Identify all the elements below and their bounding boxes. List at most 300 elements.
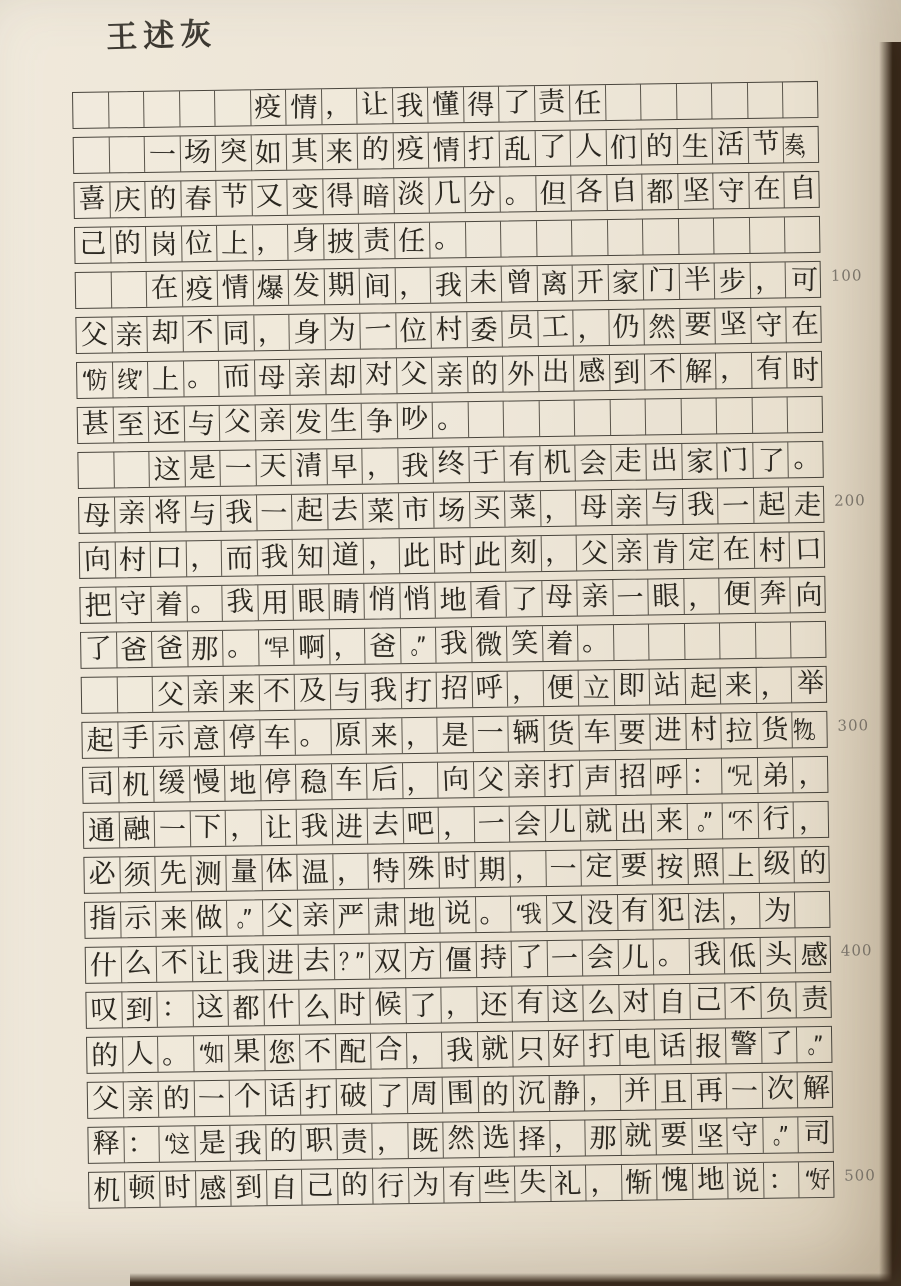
grid-cell [404,853,440,889]
grid-cell [692,1118,728,1154]
grid-cell [536,176,572,212]
grid-cell [679,218,715,254]
handwritten-char: 僵 [444,945,473,977]
grid-cell [190,766,226,802]
grid-cell [690,983,726,1019]
handwritten-char: 什 [267,991,296,1024]
handwritten-char: 母 [545,581,574,613]
essay-row [74,216,820,264]
handwritten-char: 持 [480,942,508,974]
handwritten-char: 说 [731,1165,760,1198]
handwritten-char: 爸 [120,634,148,667]
handwritten-char: 村 [118,544,147,577]
handwritten-char: 场 [184,137,212,169]
handwritten-char: 即 [618,670,646,702]
essay-row [79,531,825,579]
grid-cell [222,540,258,576]
grid-cell [290,359,326,395]
handwritten-char: 然 [447,1123,475,1155]
handwritten-char: 么 [125,948,153,980]
handwritten-char: 工 [541,311,570,344]
handwritten-char: 得 [467,89,495,122]
grid-cell [296,764,332,800]
grid-cell [403,808,439,844]
grid-cell [499,86,535,122]
grid-cell [610,400,646,436]
grid-cell [538,311,574,347]
handwritten-char: 走 [793,489,822,522]
handwritten-char: 母 [258,362,286,395]
handwritten-char: 级 [763,848,791,880]
grid-cell [465,177,501,213]
handwritten-char: 来 [370,721,398,753]
handwritten-char: “如 [198,1039,221,1068]
handwritten-char: 有 [754,353,784,386]
grid-cell [606,85,642,121]
handwritten-char: 举 [796,668,824,700]
grid-cell [713,128,749,164]
handwritten-char: 父 [90,1082,120,1116]
grid-cell [432,357,468,393]
handwritten-char: 到 [125,994,154,1027]
handwritten-char: 犯 [656,894,685,927]
handwritten-char: 机 [92,1175,121,1207]
handwritten-char: 一 [158,814,186,846]
handwritten-char: 向 [441,763,470,796]
grid-cell [549,1076,585,1112]
handwritten-char: 就 [584,805,613,838]
handwritten-char: 么 [587,987,615,1020]
grid-cell [505,491,541,527]
handwritten-char: 亲 [301,899,330,933]
handwritten-char: 一 [224,453,252,485]
handwritten-char: 刻 [509,537,537,569]
grid-cell [586,1165,622,1201]
handwritten-char: 来 [724,669,753,702]
grid-cell [677,128,713,164]
grid-cell [218,270,254,306]
handwritten-char: 缓 [157,767,186,799]
grid-cell [217,225,253,261]
handwritten-char: 员 [506,312,534,344]
grid-cell [117,677,153,713]
grid-cell [190,811,226,847]
grid-cell [752,352,788,388]
handwritten-char: 责 [340,1126,369,1159]
handwritten-char: 进 [266,947,295,980]
grid-cell [298,899,334,935]
handwritten-char: 。” [772,1121,785,1150]
grid-cell [621,1119,657,1155]
handwritten-char: 笑 [510,627,539,660]
grid-cell [328,494,364,530]
grid-cell [220,405,256,441]
handwritten-char: 一 [550,943,579,976]
grid-cell [224,675,260,711]
handwritten-char: 严 [337,901,366,934]
grid-cell [221,495,257,531]
grid-cell [677,84,713,120]
handwritten-char: 辆 [511,716,541,750]
handwritten-char: 了 [84,632,113,666]
handwritten-char: 。 [299,720,327,752]
handwritten-char: 地 [228,768,257,800]
grid-cell [265,1080,301,1116]
grid-cell [288,224,324,260]
grid-cell [299,989,335,1025]
grid-cell [614,669,650,705]
grid-cell [535,86,571,122]
grid-cell [294,629,330,665]
handwritten-char: 我 [439,627,468,661]
handwritten-char: ， [257,316,286,349]
grid-cell [748,82,784,118]
handwritten-char: 要 [659,1119,689,1152]
grid-cell [122,992,158,1028]
handwritten-char: 。 [503,177,533,210]
handwritten-char: 自 [658,986,686,1019]
grid-cell [550,1120,586,1156]
handwritten-char: 有 [621,895,649,927]
handwritten-char: 懂 [431,88,460,122]
handwritten-char: 货 [547,718,576,751]
handwritten-char: 父 [580,537,609,570]
handwritten-char: 好 [552,1031,580,1063]
grid-cell [226,855,262,891]
grid-cell [362,403,398,439]
grid-cell [112,317,148,353]
grid-cell [323,179,359,215]
grid-cell [402,718,438,754]
handwritten-char: 亲 [513,762,541,794]
grid-cell [85,902,121,938]
grid-cell [333,854,369,890]
grid-cell [614,624,650,660]
handwritten-char: 什 [89,950,117,982]
handwritten-char: 周 [411,1078,439,1110]
handwritten-char: 我 [445,1035,474,1067]
handwritten-char: 融 [122,813,151,846]
grid-cell [576,490,612,526]
handwritten-char: 在 [790,308,819,341]
handwritten-char: 去 [371,809,399,841]
grid-cell [222,585,258,621]
grid-cell [293,584,329,620]
handwritten-char: 起 [689,671,717,704]
grid-cell [579,670,615,706]
handwritten-char: 线” [116,365,140,394]
grid-cell [192,946,228,982]
handwritten-char: 失 [518,1166,547,1199]
handwritten-char: 都 [646,176,674,209]
grid-cell [687,758,723,794]
grid-cell [145,136,181,172]
handwritten-char: 头 [763,939,793,972]
grid-cell [367,763,403,799]
handwritten-char: 了 [515,941,544,974]
grid-cell [361,358,397,394]
handwritten-char: 乱 [503,134,532,166]
grid-cell [215,90,251,126]
grid-cell [580,715,616,751]
handwritten-char: 争 [365,406,394,438]
handwritten-char: 出 [649,444,679,477]
grid-cell [401,673,437,709]
handwritten-char: 礼 [554,1168,583,1201]
grid-cell [89,1172,125,1208]
grid-cell [364,538,400,574]
grid-cell [464,132,500,168]
grid-cell [785,172,821,208]
grid-cell [687,803,723,839]
handwritten-char: 时 [338,989,367,1022]
handwritten-char: 变 [291,182,319,214]
handwritten-char: 责 [800,983,829,1016]
handwritten-char: 感 [199,1173,227,1206]
grid-cell [789,487,825,523]
handwritten-char: 为 [411,1169,441,1202]
handwritten-char: 为 [328,314,357,347]
grid-cell [760,937,796,973]
grid-cell [757,712,793,748]
handwritten-char: 定 [585,851,613,883]
grid-cell [539,356,575,392]
grid-cell [442,1032,478,1068]
grid-cell [657,1164,693,1200]
grid-cell [428,87,464,123]
grid-cell [115,497,151,533]
grid-cell [764,1162,800,1198]
handwritten-char: 爸 [155,633,184,666]
grid-cell [715,263,751,299]
essay-row [81,666,827,714]
handwritten-char: 我 [300,810,329,844]
grid-cell [326,404,362,440]
grid-cell [291,404,327,440]
handwritten-char: 生 [329,405,358,438]
grid-cell [334,899,370,935]
grid-cell [257,540,293,576]
handwritten-char: 停 [227,721,257,755]
grid-cell [362,448,398,484]
handwritten-char: 就 [624,1120,653,1152]
grid-cell [510,806,546,842]
handwritten-char: 一 [363,313,393,347]
grid-cell [725,938,761,974]
handwritten-char: ， [336,855,365,888]
grid-cell [500,131,536,167]
handwritten-char: 机 [543,447,572,480]
handwritten-char: 眼 [651,580,681,613]
handwritten-char: 来 [227,678,255,710]
grid-cell [468,402,504,438]
grid-cell [82,677,118,713]
handwritten-char: 没 [585,898,614,930]
handwritten-char: 不 [159,946,189,980]
handwritten-char: 了 [409,990,438,1023]
grid-cell [689,893,725,929]
grid-cell [192,901,228,937]
grid-cell [611,445,647,481]
grid-cell [606,130,642,166]
grid-cell [182,271,218,307]
handwritten-char: 时 [442,852,472,886]
handwritten-char: 呼 [654,762,683,794]
grid-cell [406,988,442,1024]
handwritten-char: 向 [83,544,112,577]
handwritten-char: 。 [478,897,508,930]
grid-cell [408,1123,444,1159]
handwritten-char: 对 [365,359,393,391]
handwritten-char: 让 [195,948,224,981]
grid-cell [401,628,437,664]
handwritten-char: 外 [506,359,535,391]
grid-cell [396,313,432,349]
grid-cell [653,894,689,930]
handwritten-char: 。” [696,807,710,836]
grid-cell [227,900,263,936]
handwritten-char: 顿 [128,1172,156,1205]
grid-cell [759,847,795,883]
grid-cell [762,1072,798,1108]
handwritten-char: 这 [551,986,580,1019]
handwritten-char: 人 [574,130,603,164]
grid-cell [116,587,152,623]
handwritten-char: 再 [694,1075,724,1108]
handwritten-char: 未 [470,267,498,299]
handwritten-char: 破 [339,1080,368,1113]
handwritten-char: 的 [361,134,389,166]
grid-cell [547,941,583,977]
essay-row [85,936,831,984]
handwritten-char: 会 [579,448,607,480]
handwritten-char: 机 [122,769,150,802]
word-count-marker: 100 [830,266,863,285]
grid-cell [431,312,467,348]
grid-cell [79,497,115,533]
handwritten-char: 的 [471,358,500,391]
handwritten-char: 惭 [625,1167,653,1199]
handwritten-char: ， [325,89,353,122]
handwritten-char: 了 [510,584,538,616]
grid-cell [259,675,295,711]
grid-cell [724,848,760,884]
grid-cell [267,1170,303,1206]
grid-cell [613,580,649,616]
handwritten-char: 委 [470,314,499,347]
handwritten-char: 对 [622,986,651,1019]
handwritten-char: ， [406,765,435,798]
handwritten-char: 是 [441,720,469,752]
handwritten-char: “不 [727,806,750,835]
grid-cell [230,1080,266,1116]
grid-cell [289,314,325,350]
handwritten-char: 让 [264,812,293,845]
handwritten-char: 却 [329,361,357,394]
grid-cell [124,1127,160,1163]
grid-cell [514,1076,550,1112]
grid-cell [544,716,580,752]
grid-cell [539,401,575,437]
handwritten-char: 自 [270,1172,298,1205]
handwritten-char: ， [588,1076,616,1108]
handwritten-char: ， [409,1033,439,1066]
handwritten-char: 亲 [258,405,287,438]
handwritten-char: 原 [334,719,363,752]
handwritten-char: ， [444,988,474,1021]
handwritten-char: 场 [437,495,466,527]
handwritten-char: 电 [623,1032,652,1065]
handwritten-char: 愧 [661,1165,689,1197]
grid-cell [398,448,434,484]
grid-cell [474,807,510,843]
handwritten-char: 会 [513,809,542,841]
handwritten-char: 爸 [368,631,397,663]
handwritten-char: 与 [187,408,216,441]
grid-cell [86,947,122,983]
grid-cell [574,310,610,346]
grid-cell [513,986,549,1022]
grid-cell [509,716,545,752]
handwritten-char: 上 [727,850,755,883]
grid-cell [438,762,474,798]
grid-cell [618,939,654,975]
grid-cell [150,496,186,532]
handwritten-char: 把 [84,590,112,623]
handwritten-char: 低 [728,940,757,973]
handwritten-char: 上 [220,228,249,260]
handwritten-char: 了 [375,1081,404,1113]
handwritten-char: 节 [220,181,248,213]
grid-cell [789,442,825,478]
grid-cell [264,990,300,1026]
grid-cell [370,988,406,1024]
grid-cell [468,357,504,393]
grid-cell [585,1075,621,1111]
grid-cell [332,764,368,800]
grid-cell [403,763,439,799]
grid-cell [368,853,404,889]
handwritten-char: 半 [682,264,712,297]
grid-cell [295,674,331,710]
grid-cell [755,577,791,613]
grid-cell [335,989,371,1025]
grid-cell [433,447,469,483]
handwritten-char: 与 [651,490,679,522]
grid-cell [683,488,719,524]
grid-cell [228,990,264,1026]
handwritten-char: 一 [616,582,645,615]
handwritten-char: 起 [86,725,114,757]
handwritten-char: 悄 [368,584,396,616]
handwritten-char: 释 [92,1128,120,1160]
handwritten-char: 。 [434,223,462,255]
grid-cell [109,137,145,173]
handwritten-char: 父 [399,358,429,391]
handwritten-char: “防 [81,366,104,395]
grid-cell [787,352,823,388]
grid-cell [371,1033,407,1069]
handwritten-char: 又 [255,180,284,213]
grid-cell [716,308,752,344]
handwritten-char: 测 [194,858,223,891]
handwritten-char: 坚 [718,308,748,341]
grid-cell [196,1171,232,1207]
handwritten-char: 地 [695,1163,725,1197]
grid-cell [437,672,473,708]
grid-cell [322,134,358,170]
handwritten-char: 节 [751,128,781,161]
